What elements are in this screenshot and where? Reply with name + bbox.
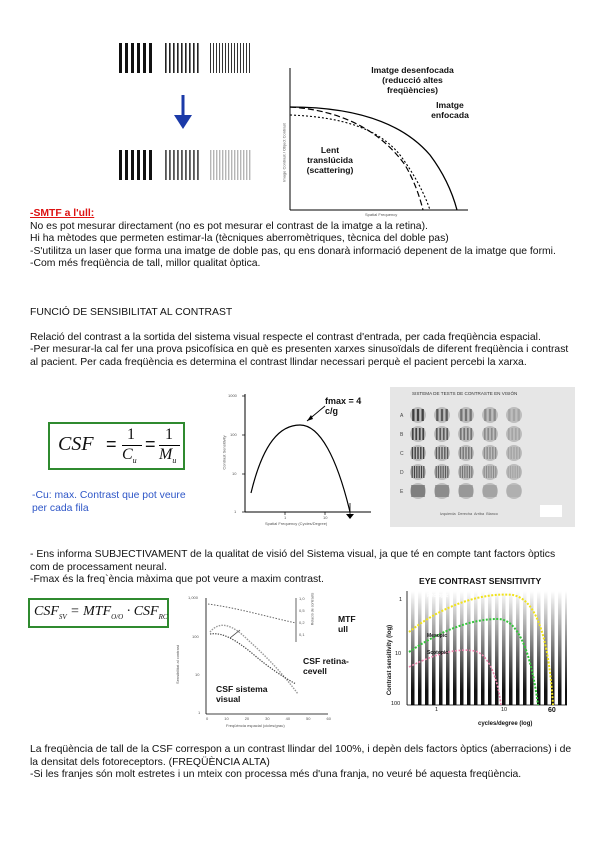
test-patch: [506, 426, 522, 442]
paragraph: Relació del contrast a la sortida del sistema visual respecte el contrast d'entrada, per cada freqüència espacial.: [30, 331, 541, 343]
xtick: 60: [548, 707, 556, 714]
arrow-down-icon: [174, 95, 192, 129]
eye-contrast-figure: [383, 575, 575, 735]
xtick: 40: [285, 716, 291, 721]
paragraph: -Fmax és la freq`ència màxima que pot veure a maxim contrast.: [30, 574, 324, 586]
test-patch: [410, 426, 426, 442]
eye-svg: [383, 587, 575, 735]
ytick: 100: [230, 432, 237, 437]
label-lens: Lent translúcida (scattering): [306, 145, 354, 175]
formula-den1: C: [122, 446, 133, 463]
footer-label: Derecha: [457, 512, 473, 516]
test-patch: [458, 445, 474, 461]
test-patch: [458, 407, 474, 423]
test-patch: [506, 445, 522, 461]
csf-curve-figure: [221, 388, 375, 528]
section-heading: FUNCIÓ DE SENSIBILITAT AL CONTRAST: [30, 307, 233, 318]
label-csf-retina: CSF retina-cevell: [303, 656, 349, 676]
cu-note: -Cu: max. Contrast que pot veure per cada fila: [32, 490, 186, 514]
xtick: 10: [224, 716, 229, 721]
test-patch: [458, 483, 474, 499]
formula2-mid: = MTF: [70, 604, 112, 619]
paragraph: No es pot mesurar directament (no es pot mesurar el contrast de la imatge a la retina).: [30, 220, 428, 232]
contrast-test-chart: [390, 387, 575, 527]
test-patch: [434, 464, 450, 480]
test-patch: [434, 426, 450, 442]
formula2-sub1: SV: [58, 612, 67, 621]
paragraph: -Per mesurar-la cal fer una prova psicofísica en què es presenten xarxes sinusoïdals de diferent freqüència i contrast al pacient. Per cada freqüència es determina el contrast llindar necessari perquè el pacient percebi la xarxa.: [30, 344, 569, 368]
row-label: A: [400, 413, 404, 419]
mtf-curve: [208, 604, 296, 623]
xaxis-label: Spatial Frequency (Cycles/Degree): [265, 521, 328, 526]
test-patch: [434, 445, 450, 461]
chart-title: SISTEMA DE TESTS DE CONTRASTE EN VISIÓN: [412, 391, 518, 396]
xaxis-log: (log): [519, 721, 533, 727]
test-patch: [434, 407, 450, 423]
ytick-right: 0,2: [299, 620, 305, 625]
xtick: 1: [284, 515, 287, 520]
csf-system-curve: [210, 634, 296, 684]
paragraph: La freqüència de tall de la CSF correspon a un contrast llindar del 100%, i depèn dels factors òptics (aberracions) i de la densitat dels fotoreceptors. (FREQÜÈNCIA ALTA): [30, 744, 572, 768]
test-patch: [482, 483, 498, 499]
paragraph: -Si les franjes són molt estretes i un mteix con processa més d'una franja, no veuré bé aquesta freqüència.: [30, 769, 522, 781]
ytick: 1: [399, 597, 403, 603]
test-patch: [434, 483, 450, 499]
test-patch: [506, 483, 522, 499]
xaxis-label: cycles/degree: [478, 721, 518, 727]
formula2-sub3: RC: [158, 612, 168, 621]
xaxis-label: Spatial Frequency: [365, 212, 398, 217]
test-patch: [410, 445, 426, 461]
formula2-dot: · CSF: [126, 604, 159, 619]
xtick: 1: [435, 707, 439, 713]
paragraph: -S'utilitza un laser que forma una imatge de doble pas, qu ens donarà informació depenent de la imatge que formi.: [30, 245, 556, 257]
yaxis-label: Contrast sensitivity: [387, 639, 394, 696]
grating-fine-top: [210, 43, 250, 73]
yaxis-right-label: Relació de contrasts: [310, 592, 315, 626]
ytick: 10: [195, 672, 200, 677]
label-blurred: Imatge desenfocada (reducció altes freqüències): [371, 65, 454, 95]
yaxis-label: Contrast Sensitivity: [221, 435, 227, 470]
test-patch: [482, 464, 498, 480]
test-patch: [458, 426, 474, 442]
footer-label: Blanco: [486, 512, 498, 516]
row-label: C: [400, 451, 404, 457]
test-patch: [482, 426, 498, 442]
grating-figure: [110, 35, 270, 205]
fmax-label: fmax = 4 c/g: [325, 396, 362, 416]
test-patch: [410, 407, 426, 423]
grating-fine-bottom: [210, 150, 250, 180]
csf-curve: [251, 425, 350, 512]
formula-csf-sv-box: [28, 598, 169, 628]
ytick: 100: [391, 701, 401, 707]
xtick: 50: [306, 716, 311, 721]
formula-sub2: u: [172, 456, 177, 466]
row-label: D: [400, 470, 404, 476]
xaxis-label: Freqüència espacial (cicles/grau): [226, 723, 285, 728]
grating-medium-top: [165, 43, 199, 73]
footer-label: Arriba: [474, 512, 485, 516]
formula-sub1: u: [132, 456, 137, 466]
ytick: 1,000: [188, 595, 199, 600]
row-label: E: [400, 489, 404, 495]
grating-medium-bottom: [165, 150, 199, 180]
formula2-sub2: O/O: [111, 612, 124, 621]
xticks: [206, 716, 331, 721]
formula-num2: 1: [165, 426, 173, 443]
label-focused: Imatge enfocada: [431, 100, 469, 120]
label-mtf-ull: MTF ull: [338, 614, 356, 634]
ytick-right: 0,5: [299, 608, 305, 613]
section-cutoff: [30, 744, 578, 782]
test-grid-svg: [398, 405, 568, 505]
formula-num1: 1: [127, 426, 135, 443]
section-csf: [30, 307, 575, 369]
xtick: 10: [323, 515, 328, 520]
section-title: -SMTF a l'ull:: [30, 208, 95, 219]
test-patch: [482, 445, 498, 461]
test-patch: [506, 407, 522, 423]
ytick: 1: [198, 710, 201, 715]
test-patch: [410, 464, 426, 480]
test-patch: [506, 464, 522, 480]
formula-csf-box: CSF = 1 $C_u$ = 1 $M_u$: [48, 422, 185, 470]
label-photopic: Photopic: [427, 593, 449, 599]
paragraph: - Ens informa SUBJECTIVAMENT de la qualitat de visió del Sistema visual, ja que té en compte tant factors òptics com de processament neural.: [30, 549, 556, 573]
test-patch: [482, 407, 498, 423]
formula2-csf: CSF: [34, 604, 59, 619]
grating-svg: [110, 35, 270, 205]
test-grid: [398, 405, 568, 505]
label-scotopic: Scotopic: [427, 650, 449, 656]
ytick: 10: [232, 471, 237, 476]
xtick: 20: [244, 716, 250, 721]
ytick-right: 1,0: [299, 596, 305, 601]
label-csf-system: CSF sistema visual: [216, 684, 268, 704]
section-smtf: [30, 208, 575, 271]
ytick: 10: [395, 651, 402, 657]
test-patch: [458, 464, 474, 480]
xtick: 0: [206, 716, 209, 721]
logo-box: [540, 505, 562, 517]
xtick: 10: [501, 707, 508, 713]
mtf-curves-figure: [270, 60, 470, 220]
mtf-csf-figure: [174, 592, 368, 732]
row-label: B: [400, 432, 404, 438]
paragraph: -Com més freqüència de tall, millor qualitat òptica.: [30, 258, 261, 270]
grating-sharp-bottom: [119, 150, 152, 180]
yaxis-log: (log): [387, 624, 394, 638]
eye-title: EYE CONTRAST SENSITIVITY: [419, 576, 542, 586]
yaxis-label: Sensibilitat al contrast: [174, 645, 180, 684]
footer-label: Izquierda: [440, 512, 456, 516]
formula-lhs: CSF: [58, 433, 94, 455]
yaxis-label: Image Contrast / Object Contrast: [281, 123, 287, 182]
xtick: 30: [265, 716, 270, 721]
grating-sharp-top: [118, 43, 156, 73]
paragraph: Hi ha mètodes que permeten estimar-la (tècniques aberromètriques, tècnica del doble pas): [30, 233, 449, 245]
test-patch: [410, 483, 426, 499]
formula-den2: M: [159, 446, 173, 463]
ytick-right: 0,1: [299, 632, 305, 637]
xtick: 60: [326, 716, 331, 721]
ytick: 100: [192, 634, 199, 639]
ytick: 1000: [228, 393, 237, 398]
ytick: 1: [234, 509, 237, 514]
label-mesopic: Mesopic: [427, 633, 448, 639]
